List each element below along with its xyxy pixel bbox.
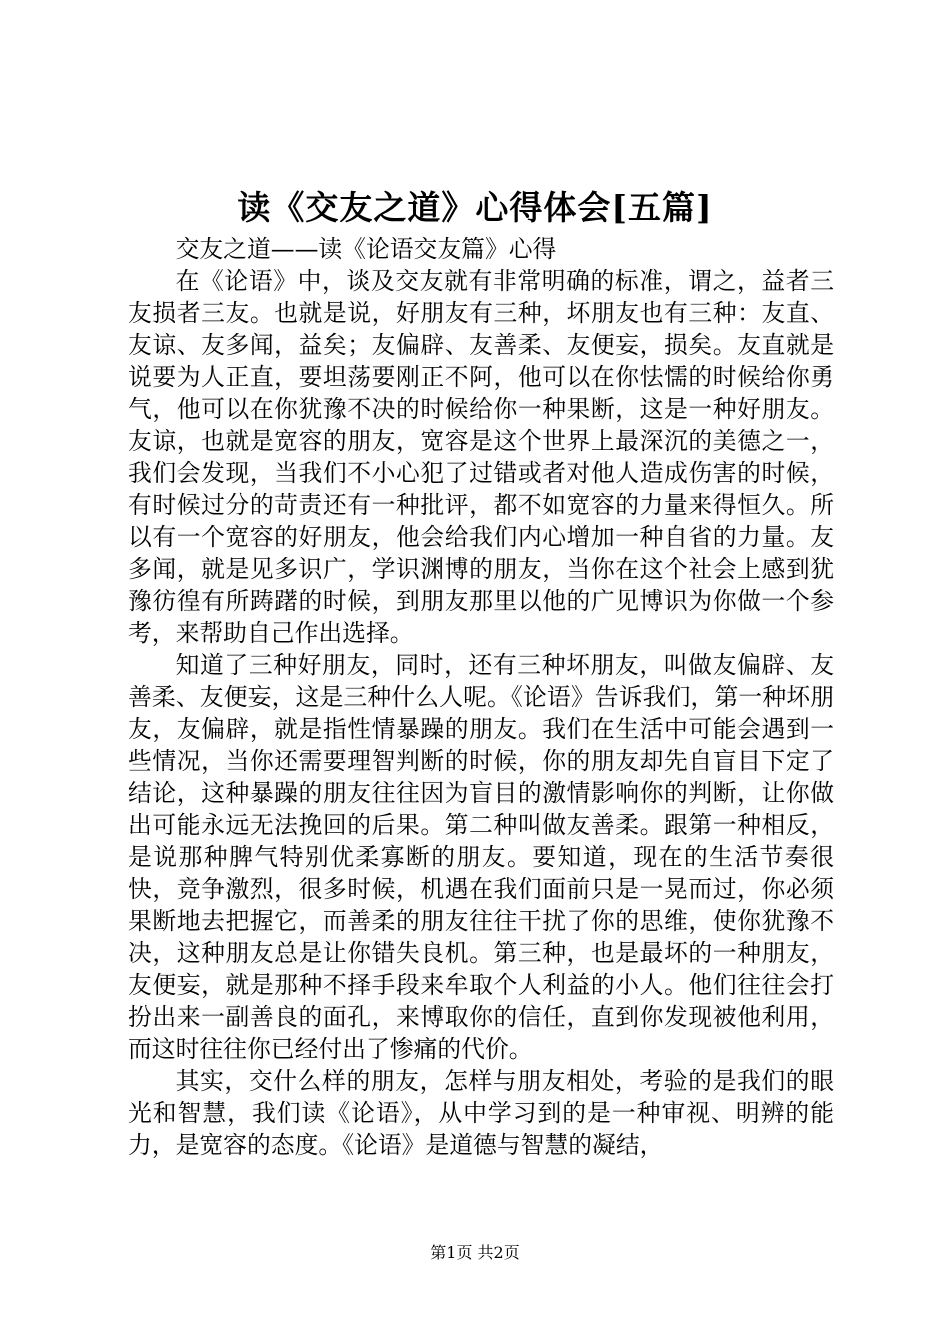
document-subtitle: 交友之道——读《论语交友篇》心得 (175, 235, 557, 263)
paragraph: 知道了三种好朋友，同时，还有三种坏朋友，叫做友偏辟、友善柔、友便妄，这是三种什么人呢。《论语》告诉我们，第一种坏朋友，友偏辟，就是指性情暴躁的朋友。我们在生活中可能会遇到一些情况，当你还需要理智判断的时候，你的朋友却先自盲目下定了结论，这种暴躁的朋友往往因为盲目的激情影响你的判断，让你做出可能永远无法挽回的后果。第二种叫做友善柔。跟第一种相反，是说那种脾气特别优柔寡断的朋友。要知道，现在的生活节奏很快，竞争激烈，很多时候，机遇在我们面前只是一晃而过，你必须果断地去把握它，而善柔的朋友往往干扰了你的思维，使你犹豫不决，这种朋友总是让你错失良机。第三种，也是最坏的一种朋友，友便妄，就是那种不择手段来牟取个人利益的小人。他们往往会打扮出来一副善良的面孔，来博取你的信任，直到你发现被他利用，而这时往往你已经付出了惨痛的代价。 (128, 651, 834, 1063)
paragraph: 其实，交什么样的朋友，怎样与朋友相处，考验的是我们的眼光和智慧，我们读《论语》，从中学习到的是一种审视、明辨的能力，是宽容的态度。《论语》是道德与智慧的凝结， (128, 1067, 834, 1159)
document-body (128, 233, 834, 1161)
document-title: 读《交友之道》心得体会[五篇] (237, 188, 713, 227)
page-number-footer: 第1页 共2页 (430, 1243, 520, 1262)
paragraph: 在《论语》中，谈及交友就有非常明确的标准，谓之，益者三友损者三友。也就是说，好朋友有三种，坏朋友也有三种：友直、友谅、友多闻，益矣；友偏辟、友善柔、友便妄，损矣。友直就是说要为人正直，要坦荡要刚正不阿，他可以在你怯懦的时候给你勇气，他可以在你犹豫不决的时候给你一种果断，这是一种好朋友。友谅，也就是宽容的朋友，宽容是这个世界上最深沉的美德之一，我们会发现，当我们不小心犯了过错或者对他人造成伤害的时候，有时候过分的苛责还有一种批评，都不如宽容的力量来得恒久。所以有一个宽容的好朋友，他会给我们内心增加一种自省的力量。友多闻，就是见多识广，学识渊博的朋友，当你在这个社会上感到犹豫彷徨有所踌躇的时候，到朋友那里以他的广见博识为你做一个参考，来帮助自己作出选择。 (128, 267, 834, 647)
